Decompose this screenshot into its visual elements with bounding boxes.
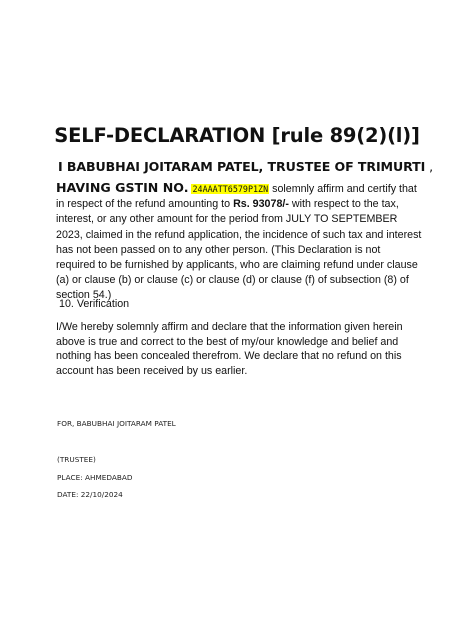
- declaration-text-part1: solemnly affirm and certify that in respect of the refund amounting to: [56, 183, 417, 211]
- document-title: SELF-DECLARATION [rule 89(2)(l)]: [54, 124, 420, 147]
- date-line: DATE: 22/10/2024: [57, 490, 123, 499]
- verification-heading: 10. Verification: [59, 298, 130, 310]
- declarant-suffix: ,: [425, 159, 434, 174]
- affirmation-paragraph: I/We hereby solemnly affirm and declare that the information given herein above is true and correct to the best of my/our knowledge and belief and nothing has been concealed therefrom. We declare that no refund on this account has been received by us earlier.: [56, 321, 403, 377]
- gstin-label: HAVING GSTIN NO.: [56, 180, 189, 195]
- declarant-name: I BABUBHAI JOITARAM PATEL, TRUSTEE OF TRIMURTI: [58, 159, 426, 174]
- declaration-paragraph: [56, 180, 422, 304]
- gstin-value: 24AAATT6579P1ZN: [192, 184, 269, 194]
- declaration-text-part2: with respect to the tax, interest, or any other amount for the period from JULY TO SEPTEMBER 2023, claimed in the refund application, the incidence of such tax and interest has not been passed on to any other person. (This Declaration is not required to be furnished by applicants, who are claiming refund under clause (a) or clause (b) or clause (c) or clause (d) or clause (f) of subsection (8) of section 54.): [56, 198, 422, 302]
- signatory-line: FOR, BABUBHAI JOITARAM PATEL: [57, 419, 176, 428]
- designation-line: (TRUSTEE): [57, 455, 96, 464]
- refund-amount: Rs. 93078/-: [233, 198, 289, 211]
- declarant-line: [58, 159, 433, 174]
- place-line: PLACE: AHMEDABAD: [57, 473, 133, 482]
